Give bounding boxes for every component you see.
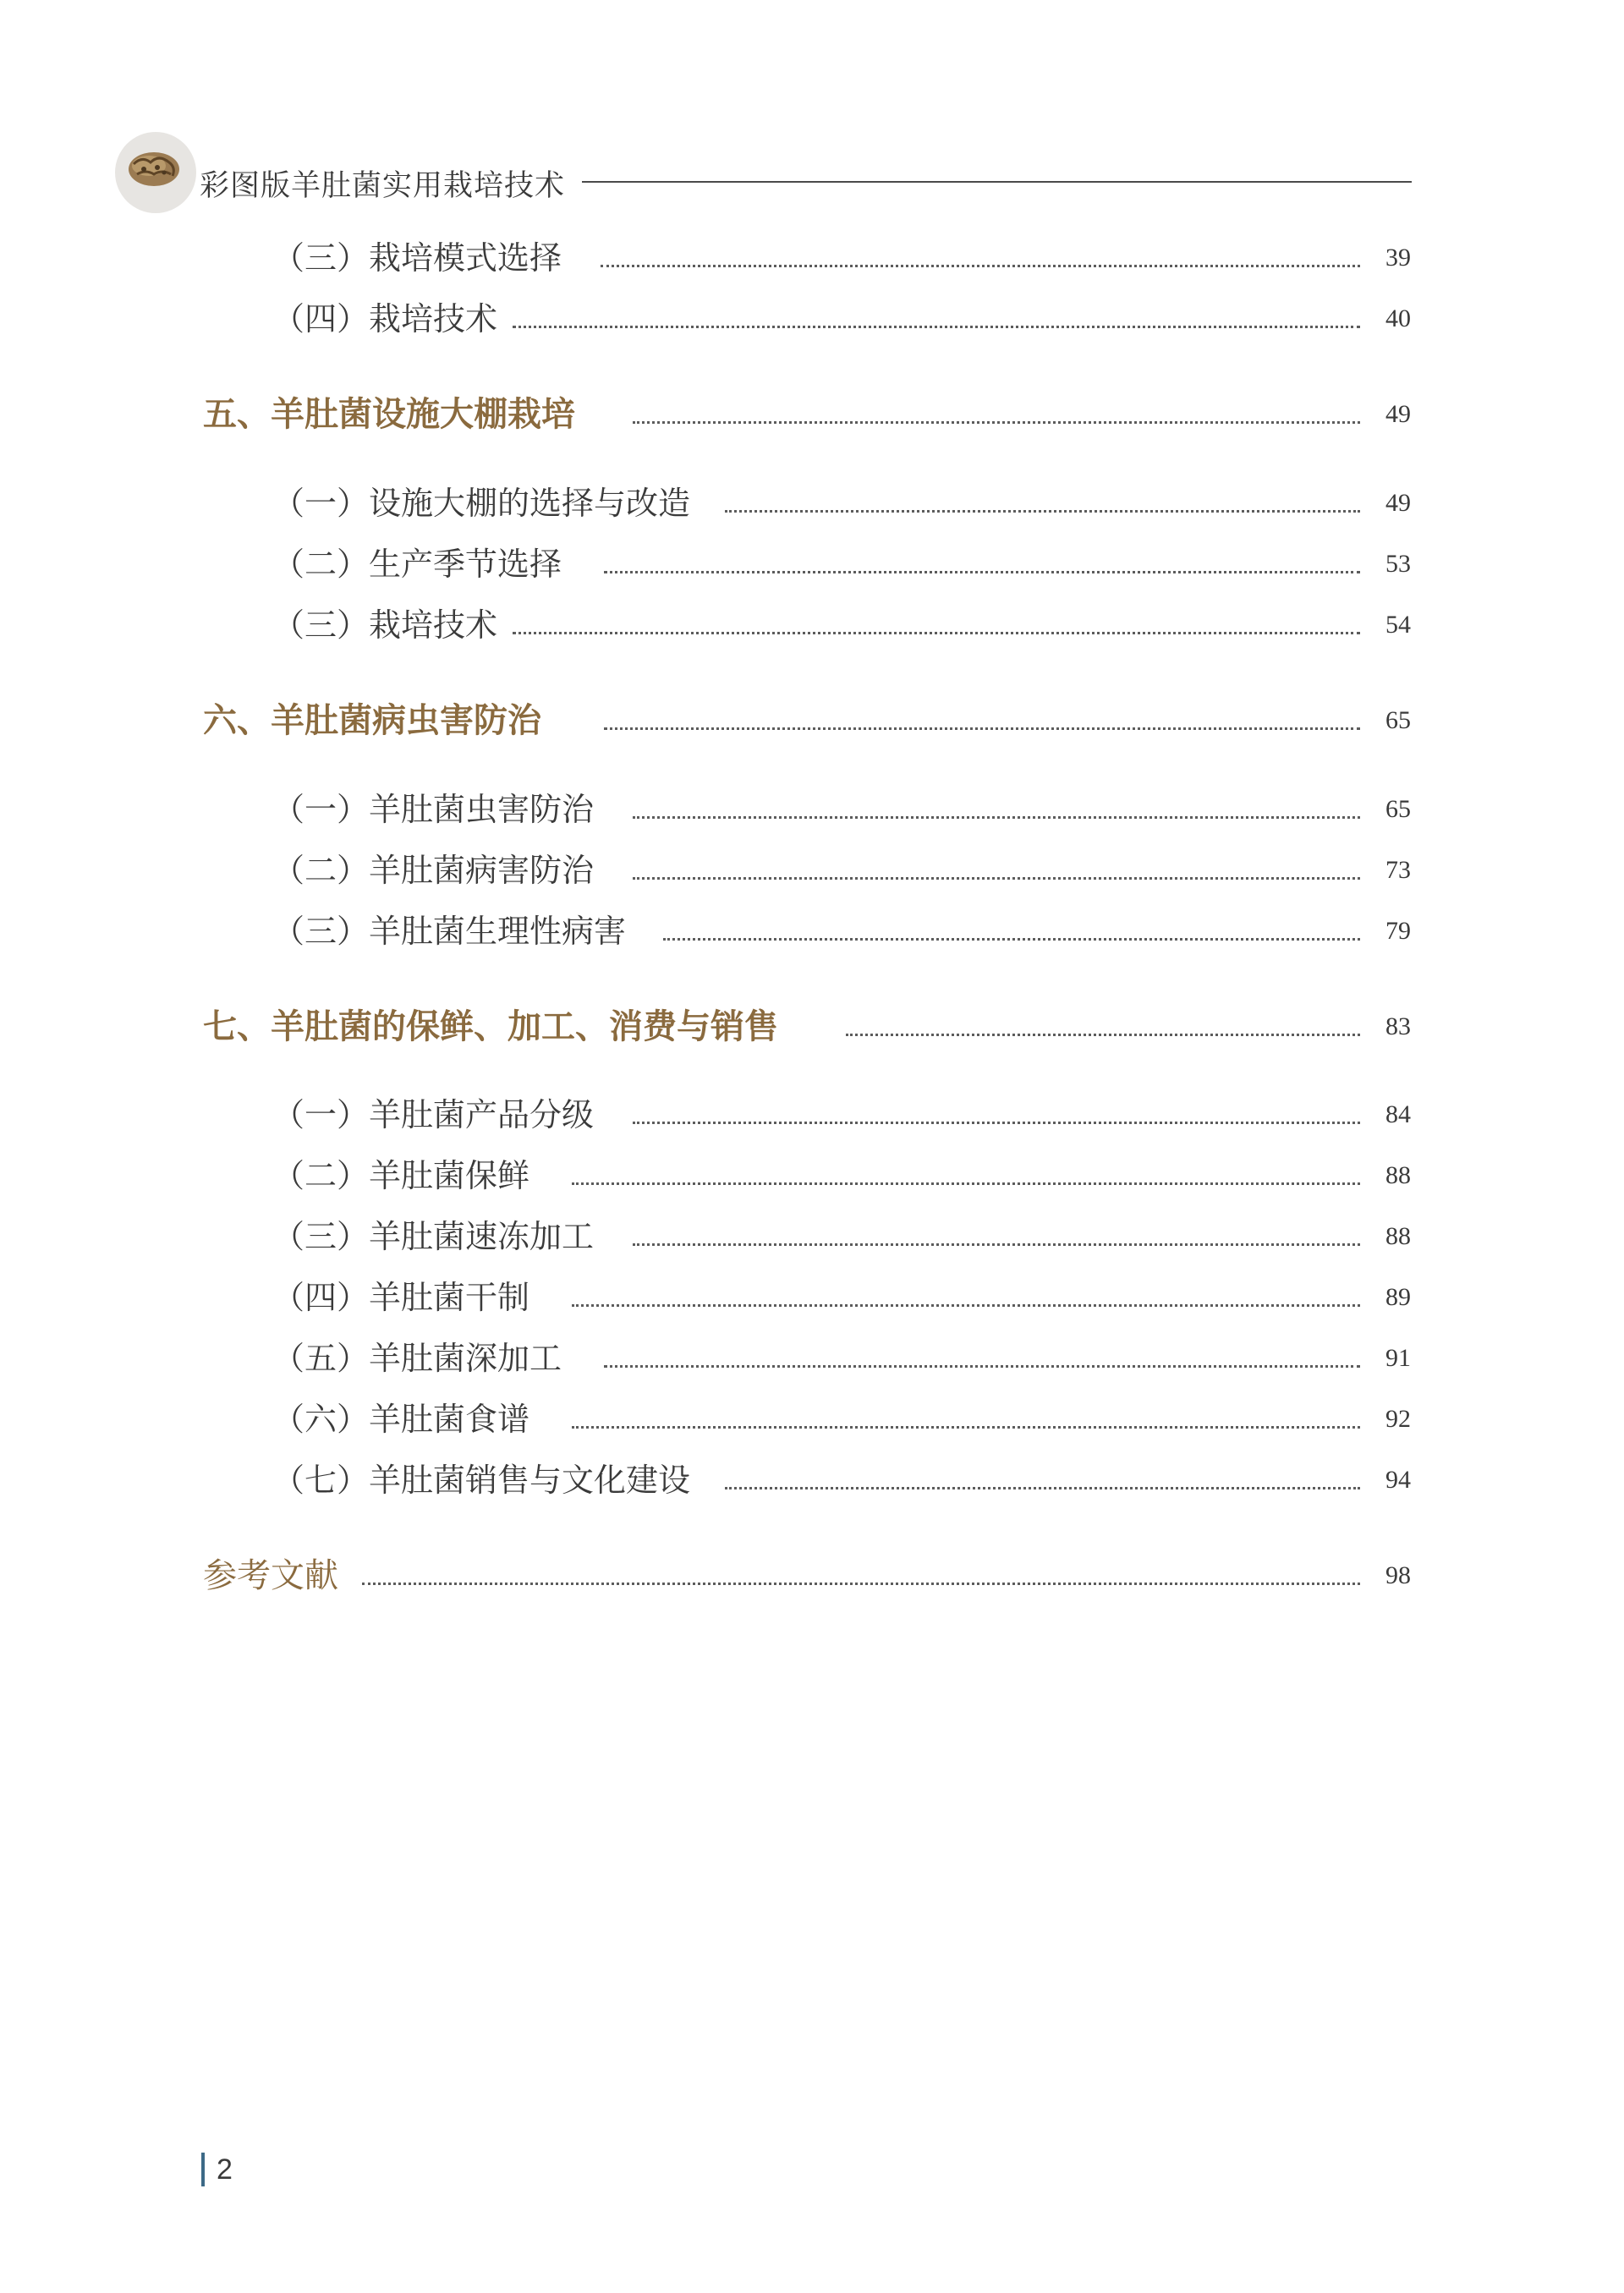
toc-section-entry[interactable] (0, 295, 1624, 343)
toc-page-number: 53 (1385, 550, 1411, 578)
dot-leader (572, 1182, 1360, 1185)
toc-page-number: 73 (1385, 856, 1411, 884)
toc-entry-label: 七、羊肚菌的保鲜、加工、消费与销售 (203, 1007, 778, 1046)
dot-leader (362, 1583, 1360, 1585)
toc-page-number: 54 (1385, 611, 1411, 639)
dot-leader (513, 632, 1360, 634)
toc-page-number: 49 (1385, 489, 1411, 517)
toc-section-entry[interactable] (0, 786, 1624, 833)
dot-leader (633, 1122, 1360, 1124)
toc-entry-label: （四）羊肚菌干制 (272, 1279, 530, 1316)
dot-leader (513, 326, 1360, 328)
toc-section-entry[interactable] (0, 847, 1624, 894)
toc-entry-label: （三）栽培模式选择 (272, 239, 562, 277)
toc-page-number: 88 (1385, 1161, 1411, 1189)
toc-section-entry[interactable] (0, 540, 1624, 588)
toc-entry-label: （二）羊肚菌保鲜 (272, 1157, 530, 1194)
toc-entry-label: 五、羊肚菌设施大棚栽培 (203, 395, 575, 434)
toc-chapter-entry[interactable] (0, 697, 1624, 744)
toc-entry-label: 六、羊肚菌病虫害防治 (203, 701, 541, 740)
toc-section-entry[interactable] (0, 1274, 1624, 1321)
toc-entry-label: （四）栽培技术 (272, 300, 498, 337)
toc-chapter-entry[interactable] (0, 1003, 1624, 1051)
dot-leader (633, 877, 1360, 880)
toc-entry-label: （六）羊肚菌食谱 (272, 1401, 530, 1438)
toc-page-number: 88 (1385, 1222, 1411, 1250)
toc-entry-label: （五）羊肚菌深加工 (272, 1340, 562, 1377)
dot-leader (663, 938, 1360, 941)
dot-leader (846, 1034, 1360, 1036)
toc-page-number: 65 (1385, 706, 1411, 734)
toc-section-entry[interactable] (0, 480, 1624, 527)
dot-leader (725, 1487, 1360, 1489)
toc-page-number: 39 (1385, 244, 1411, 272)
toc-page-number: 40 (1385, 304, 1411, 332)
dot-leader (725, 510, 1360, 513)
toc-section-entry[interactable] (0, 908, 1624, 955)
dot-leader (604, 571, 1360, 573)
toc-entry-label: （一）羊肚菌虫害防治 (272, 791, 595, 828)
toc-page-number: 89 (1385, 1283, 1411, 1311)
toc-section-entry[interactable] (0, 1456, 1624, 1504)
toc-section-entry[interactable] (0, 1335, 1624, 1382)
toc-entry-label: （二）生产季节选择 (272, 546, 562, 583)
toc-page-number: 94 (1385, 1466, 1411, 1494)
dot-leader (633, 421, 1360, 424)
toc-section-entry[interactable] (0, 1396, 1624, 1443)
dot-leader (604, 1365, 1360, 1368)
toc-page-number: 98 (1385, 1561, 1411, 1589)
toc-page-number: 83 (1385, 1012, 1411, 1040)
toc-entry-label: （三）羊肚菌速冻加工 (272, 1218, 595, 1255)
toc-section-entry[interactable] (0, 1091, 1624, 1138)
toc-entry-label: （三）羊肚菌生理性病害 (272, 913, 627, 950)
toc-entry-label: （三）栽培技术 (272, 606, 498, 644)
toc-page-number: 79 (1385, 917, 1411, 945)
toc-section-entry[interactable] (0, 1152, 1624, 1199)
toc-entry-label: （二）羊肚菌病害防治 (272, 852, 595, 889)
toc-section-entry[interactable] (0, 601, 1624, 649)
toc-page-number: 65 (1385, 795, 1411, 823)
toc-references-entry[interactable] (0, 1552, 1624, 1599)
page-number: 2 (201, 2153, 233, 2186)
toc-chapter-entry[interactable] (0, 391, 1624, 438)
book-title: 彩图版羊肚菌实用栽培技术 (200, 169, 566, 203)
toc-entry-label: 参考文献 (203, 1556, 338, 1595)
toc-page-number: 92 (1385, 1405, 1411, 1433)
dot-leader (601, 265, 1360, 267)
dot-leader (604, 727, 1360, 730)
toc-section-entry[interactable] (0, 1213, 1624, 1260)
toc-page-number: 84 (1385, 1100, 1411, 1128)
dot-leader (633, 816, 1360, 819)
toc-entry-label: （一）羊肚菌产品分级 (272, 1096, 595, 1133)
toc-section-entry[interactable] (0, 234, 1624, 282)
toc-entry-label: （七）羊肚菌销售与文化建设 (272, 1462, 691, 1499)
toc-page-number: 49 (1385, 400, 1411, 428)
dot-leader (572, 1426, 1360, 1429)
dot-leader (572, 1304, 1360, 1307)
dot-leader (633, 1243, 1360, 1246)
toc-page-number: 91 (1385, 1344, 1411, 1372)
toc-entry-label: （一）设施大棚的选择与改造 (272, 485, 691, 522)
